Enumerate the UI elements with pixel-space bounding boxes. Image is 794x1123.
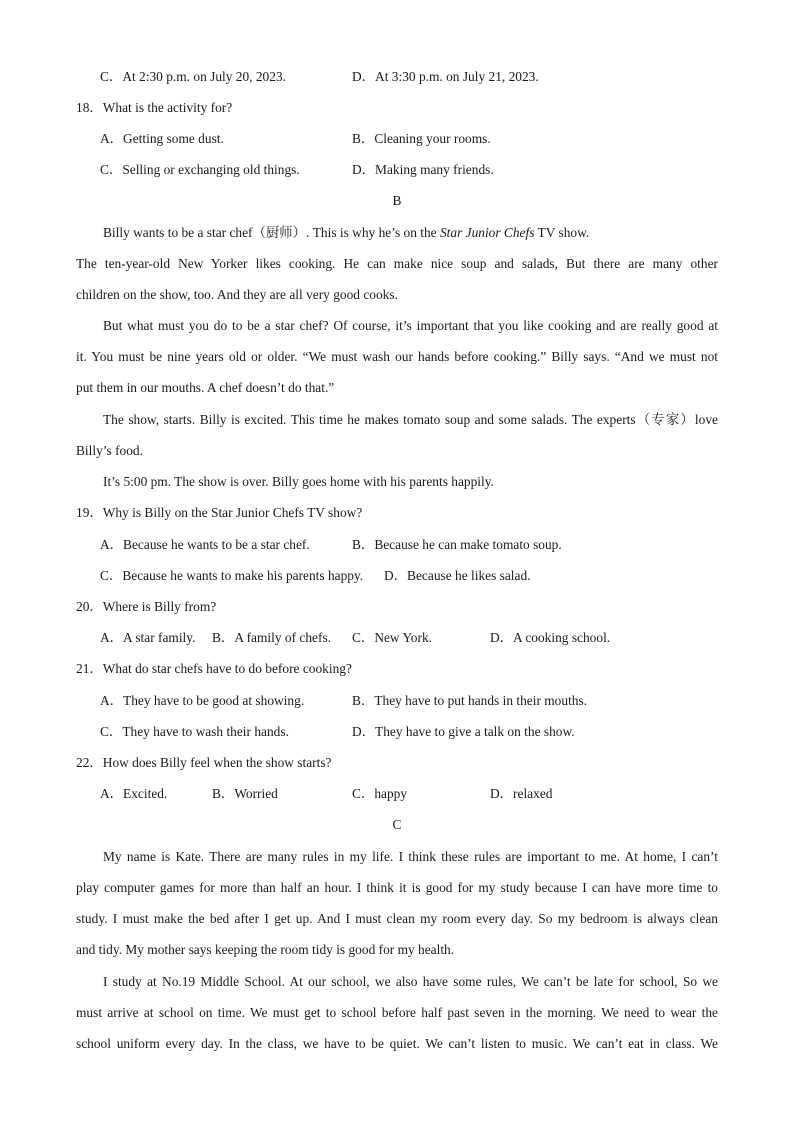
q20-question: 20．Where is Billy from? [76,599,217,614]
q18-option-c: C．Selling or exchanging old things. [100,162,300,177]
q17-option-c: C．At 2:30 p.m. on July 20, 2023. [100,69,286,84]
passage-c-paragraph-2-line-3: school uniform every day. In the class, we have to be quiet. We can’t listen to music. We can’t eat in class. We [76,1036,718,1051]
passage-b-heading: B [392,193,402,208]
q17-option-d: D．At 3:30 p.m. on July 21, 2023. [352,69,539,84]
q20-option-d: D．A cooking school. [490,630,611,645]
passage-b-paragraph-4-line-1: The show, starts. Billy is excited. This time he makes tomato soup and some salads. The experts（专家）love [103,412,718,427]
passage-c-paragraph-1-line-3: study. I must make the bed after I get up. And I must clean my room every day. So my bedroom is always clean [76,911,718,926]
q22-option-b: B．Worried [212,786,278,801]
q21-option-a: A．They have to be good at showing. [100,693,305,708]
q18-question: 18．What is the activity for? [76,100,233,115]
passage-b-paragraph-4-line-2: Billy’s food. [76,443,143,458]
q21-question: 21．What do star chefs have to do before cooking? [76,661,352,676]
q22-option-c: C．happy [352,786,408,801]
q19-option-b: B．Because he can make tomato soup. [352,537,562,552]
passage-b-paragraph-2-line-2: children on the show, too. And they are all very good cooks. [76,287,398,302]
passage-b-paragraph-3-line-3: put them in our mouths. A chef doesn’t do that.” [76,380,335,395]
passage-c-paragraph-2-line-1: I study at No.19 Middle School. At our school, we also have some rules, We can’t be late for school, So we [103,974,718,989]
show-title: Star Junior Chefs [439,225,535,240]
q20-option-b: B．A family of chefs. [212,630,332,645]
q20-option-c: C．New York. [352,630,432,645]
passage-c-paragraph-1-line-2: play computer games for more than half an hour. I think it is good for my study because I can have more time to [76,880,718,895]
passage-c-heading: C [392,817,402,832]
q18-option-d: D．Making many friends. [352,162,494,177]
q19-option-d: D．Because he likes salad. [384,568,531,583]
passage-c-paragraph-2-line-2: must arrive at school on time. We must get to school before half past seven in the morning. We need to wear the [76,1005,718,1020]
passage-b-paragraph-3-line-2: it. You must be nine years old or older. “We must wash our hands before cooking.” Billy says. “And we must not [76,349,718,364]
q21-option-d: D．They have to give a talk on the show. [352,724,575,739]
passage-b-paragraph-3-line-1: But what must you do to be a star chef? Of course, it’s important that you like cooking and are really good at [103,318,718,333]
passage-b-paragraph-2-line-1: The ten-year-old New Yorker likes cooking. He can make nice soup and salads, But there are many other [76,256,718,271]
q18-option-a: A．Getting some dust. [100,131,224,146]
q22-question: 22．How does Billy feel when the show starts? [76,755,332,770]
q20-option-a: A．A star family. [100,630,196,645]
q19-option-a: A．Because he wants to be a star chef. [100,537,310,552]
q21-option-c: C．They have to wash their hands. [100,724,289,739]
q21-option-b: B．They have to put hands in their mouths. [352,693,588,708]
q22-option-d: D．relaxed [490,786,553,801]
q19-question: 19．Why is Billy on the Star Junior Chefs TV show? [76,505,363,520]
passage-b-paragraph-5: It’s 5:00 pm. The show is over. Billy goes home with his parents happily. [103,474,494,489]
passage-c-paragraph-1-line-4: and tidy. My mother says keeping the room tidy is good for my health. [76,942,455,957]
passage-c-paragraph-1-line-1: My name is Kate. There are many rules in my life. I think these rules are important to me. At home, I can’t [103,849,718,864]
q19-option-c: C．Because he wants to make his parents happy. [100,568,364,583]
q18-option-b: B．Cleaning your rooms. [352,131,491,146]
passage-b-paragraph-1: Billy wants to be a star chef（厨师）. This is why he’s on the Star Junior Chefs TV show. [103,225,590,240]
q22-option-a: A．Excited. [100,786,168,801]
